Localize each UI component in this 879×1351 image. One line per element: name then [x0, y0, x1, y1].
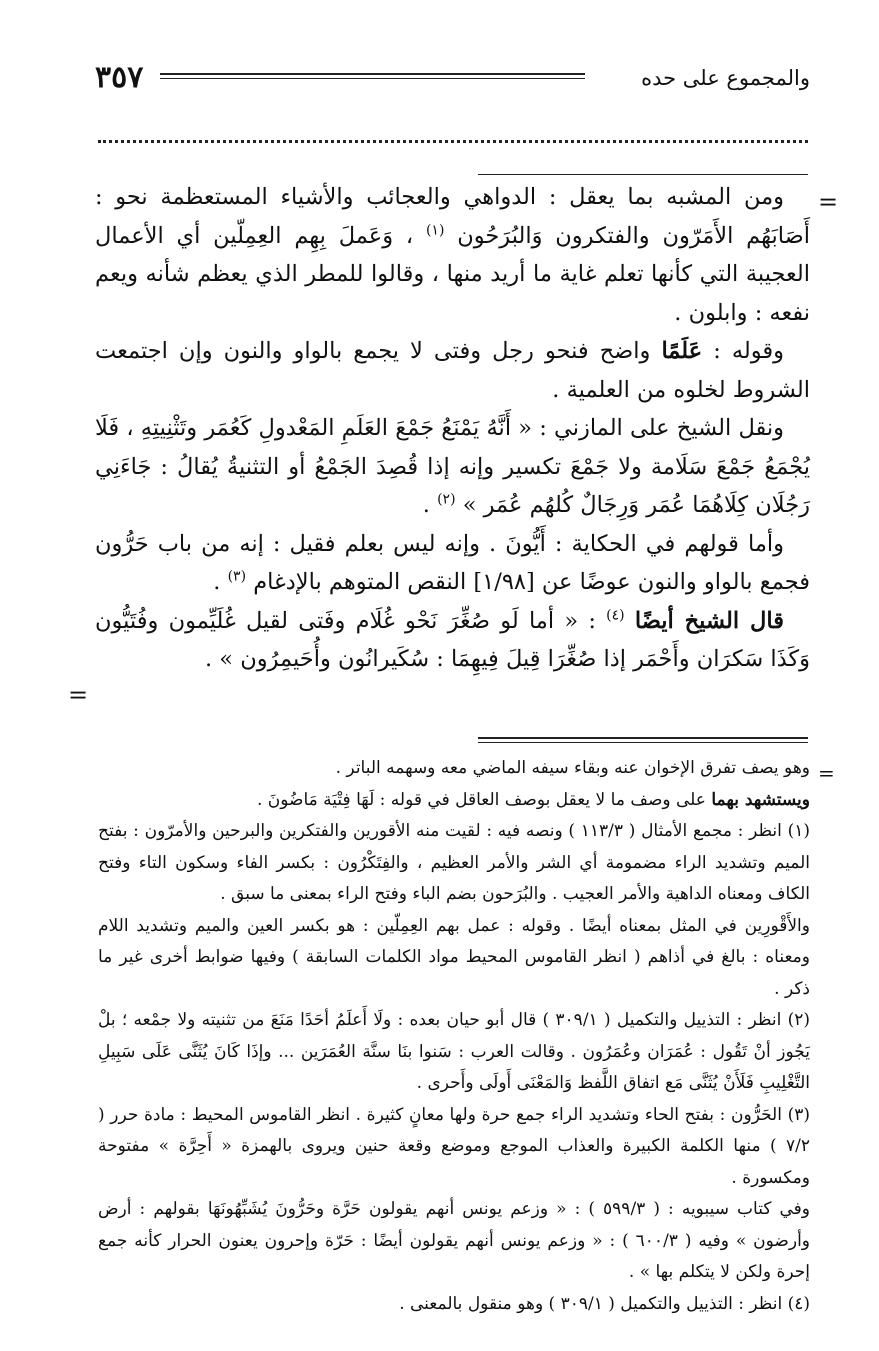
header-rule	[160, 73, 585, 75]
paragraph-3	[95, 409, 810, 525]
header-rule-thin	[160, 78, 585, 79]
continuation-marker-left: =	[68, 681, 89, 709]
footnote-continuation-marker: =	[818, 761, 835, 785]
footnotes	[98, 753, 810, 1320]
paragraph-4-text-a: وأما قولهم في الحكاية : أَيُّونَ . وإنه ليس بعلم فقيل : إنه من باب حَرُّون فجمع بالواو والنون عوضًا عن [١/٩٨] النقص المتوهم بالإدغام	[95, 530, 810, 595]
paragraph-2-prefix: وقوله :	[713, 338, 784, 364]
page-number: ٣٥٧	[95, 60, 144, 95]
footnote-3-continued: وفي كتاب سيبويه : ( ٥٩٩/٣ ) : « وزعم يونس أنهم يقولون حَرَّة وحَرُّونَ يُشَبِّهُونَهَا بقولهم : أرض وأرضون » وفيه ( ٦٠٠/٣ ) : « وزعم يونس أنهم يقولون أيضًا : حَرّة وإحرون يعنون الحرار كأنه جمع إحرة ولكن لا يتكلم بها » .	[98, 1199, 810, 1282]
continuation-marker-right: =	[818, 188, 839, 216]
footnote-1: (١) انظر : مجمع الأمثال ( ١١٣/٣ ) ونصه فيه : لقيت منه الأقورين والفتكرين والبرحين والأمرّون : بفتح الميم وتشديد الراء مضمومة أي الشر والأمر العظيم ، والفِتَكْرُون : بكسر الفاء وسكون التاء وفتح الكاف ومعناه الداهية والأمر العجيب . والبُرَحون بضم الباء وفتح الراء بمعنى ما سبق .	[98, 821, 810, 904]
paragraph-1	[95, 178, 810, 332]
paragraph-4-text-b: .	[213, 569, 221, 595]
paragraph-2-bold: عَلَمًا	[661, 338, 703, 364]
page-header	[95, 58, 810, 98]
paragraph-5	[95, 602, 810, 679]
footnote-ref-4: (٤)	[606, 607, 625, 623]
paragraph-4	[95, 525, 810, 602]
paragraph-5-bold: قال الشيخ أيضًا	[634, 607, 785, 634]
dotted-divider	[98, 140, 808, 143]
section-rule	[478, 174, 808, 175]
footnote-continuation-2	[98, 785, 810, 817]
footnote-continuation-text: على وصف ما لا يعقل بوصف العاقل في قوله : لَهَا فِتْيَة مَاضُونَ .	[256, 789, 706, 810]
paragraph-1-text-b: ، وَعَملَ بِهِم العِمِلّين أي الأعمال العجيبة التي كأنها تعلم غاية ما أريد منها ، وقالوا للمطر الذي يعظم شأنه ويعم نفعه : وابلون .	[95, 222, 810, 326]
footnote-ref-2: (٢)	[437, 491, 456, 508]
footnote-3: (٣) الحَرُّون : بفتح الحاء وتشديد الراء جمع حرة ولها معانٍ كثيرة . انظر القاموس المحيط : مادة حرر ( ٧/٢ ) منها الكلمة الكبيرة والعذاب الموجع وموضع وقعة حنين ويروى بالهمزة « أَحِرَّة » مفتوحة ومكسورة .	[98, 1104, 810, 1188]
footnote-2: (٢) انظر : التذييل والتكميل ( ٣٠٩/١ ) قال أبو حيان بعده : ولَا أَعلَمُ أحَدًا مَنَعَ من تثنيته ولا جمْعه ؛ بلْ يَجُوز أنْ تَقُول : عُمَرَان وعُمَرُون . وقالت العرب : سَنوا بنَا سنَّة العُمَرَين ... وإذَا كَانَ يُثَنَّى عَلَى سَبِيلِ التَّغْلِيبِ فَلَأَنْ يُثَنَّى مَع اتفاق اللَّفظ وَالمَعْنَى أَولَى وأَحرى .	[98, 1010, 810, 1093]
footnote-1-continued: والأَقْورِين في المثل بمعناه أيضًا . وقوله : عمل بهم العِمِلّين : هو بكسر العين والميم وتشديد اللام ومعناه : بالغ في أذاهم ( انظر القاموس المحيط مواد الكلمات السابقة ) وفيها ضوابط أخرى غير ما ذكر .	[98, 915, 810, 999]
paragraph-2	[95, 332, 810, 409]
footnote-ref-1: (١)	[425, 222, 445, 238]
paragraph-3-text-b: .	[422, 492, 430, 518]
running-title: والمجموع على حده	[641, 66, 810, 90]
footnote-continuation-1: وهو يصف تفرق الإخوان عنه وبقاء سيفه الماضي معه وسهمه الباتر .	[335, 758, 810, 778]
footnote-4: (٤) انظر : التذييل والتكميل ( ٣٠٩/١ ) وهو منقول بالمعنى .	[399, 1293, 810, 1314]
footnote-continuation-bold: ويستشهد بهما	[711, 789, 810, 810]
footnote-rule	[478, 737, 808, 739]
paragraph-1-text-a: ومن المشبه بما يعقل : الدواهي والعجائب والأشياء المستعظمة نحو : أَصَابَهُم الأَمَرّون والفتكرون وَالبُرَحُون	[95, 184, 811, 249]
footnote-ref-3: (٣)	[227, 568, 247, 585]
paragraph-5-text: : « أما لَو صُغِّرَ نَحْو غُلَام وفَتى لقيل غُلَيِّمون وفُتَيُّون وَكَذَا سَكرَان وأَحْمَر إذا صُغِّرَا قِيلَ فِيهِمَا : سُكَيرانُون وأُحَيمِرُون » .	[95, 607, 810, 672]
paragraph-2-text: واضح فنحو رجل وفتى لا يجمع بالواو والنون وإن اجتمعت الشروط لخلوه من العلمية .	[95, 338, 810, 403]
main-text	[95, 178, 810, 679]
footnote-rule-thin	[478, 742, 808, 743]
paragraph-3-text-a: ونقل الشيخ على المازني : « أَنَّهُ يَمْنَعُ جَمْعَ العَلَمِ المَعْدولِ كَعُمَر وتَثْنِيتِهِ ، فَلَا يُجْمَعُ جَمْعَ سَلَامة ولا جَمْعَ تكسير وإنه إذا قُصِدَ الجَمْعُ أو التثنيةُ يُقالُ : جَاءَنِي رَجُلَان كِلَاهُمَا عُمَر وَرِجَالٌ كُلهُم عُمَر »	[95, 415, 810, 518]
